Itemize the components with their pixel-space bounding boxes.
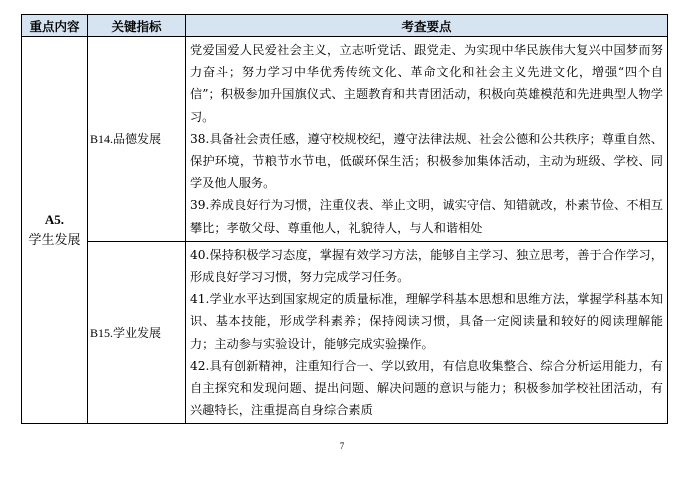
header-key-indicator: 关键指标 <box>88 15 186 37</box>
table-header-row <box>22 15 668 37</box>
table-row <box>22 37 668 242</box>
review-point: 40.保持积极学习态度，掌握有效学习方法，能够自主学习、独立思考，善于合作学习，形成良好学习习惯，努力完成学习任务。 <box>190 247 663 285</box>
review-points-cell <box>186 37 668 242</box>
key-content-code: A5. <box>44 212 65 228</box>
page-number: 7 <box>339 441 345 451</box>
key-content-label: 学生发展 <box>28 233 81 249</box>
review-point: 41.学业水平达到国家规定的质量标准，理解学科基本思想和思维方法，掌握学科基本知识、基本技能，形成学科素养；保持阅读习惯，具备一定阅读量和较好的阅读理解能力；主动参与实验设计，能够完成实验操作。 <box>190 292 663 351</box>
review-point: 42.具有创新精神，注重知行合一、学以致用，有信息收集整合、综合分析运用能力，有自主探究和发现问题、提出问题、解决问题的意识与能力；积极参加学校社团活动，有兴趣特长，注重提高自身综合素质 <box>190 358 663 418</box>
review-points-cell <box>186 241 668 424</box>
review-point: 39.养成良好行为习惯，注重仪表、举止文明，诚实守信、知错就改，朴素节俭、不相互攀比；孝敬父母、尊重他人，礼貌待人，与人和谐相处 <box>190 198 663 235</box>
header-review-points: 考查要点 <box>186 15 668 37</box>
table-row <box>22 241 668 424</box>
indicator-cell: B14.品德发展 <box>88 37 186 242</box>
header-key-content: 重点内容 <box>22 15 88 37</box>
evaluation-table <box>21 14 668 424</box>
review-point: 党爱国爱人民爱社会主义，立志听党话、跟党走、为实现中华民族伟大复兴中国梦而努力奋斗；努力学习中华优秀传统文化、革命文化和社会主义先进文化，增强“四个自信”；积极参加升国旗仪式、主题教育和共青团活动，积极向英雄模范和先进典型人物学习。 <box>190 43 663 124</box>
indicator-cell: B15.学业发展 <box>88 241 186 424</box>
key-content-cell <box>22 37 88 424</box>
review-point: 38.具备社会责任感，遵守校规校纪，遵守法律法规、社会公德和公共秩序；尊重自然、保护环境，节粮节水节电，低碳环保生活；积极参加集体活动，主动为班级、学校、同学及他人服务。 <box>190 131 663 191</box>
